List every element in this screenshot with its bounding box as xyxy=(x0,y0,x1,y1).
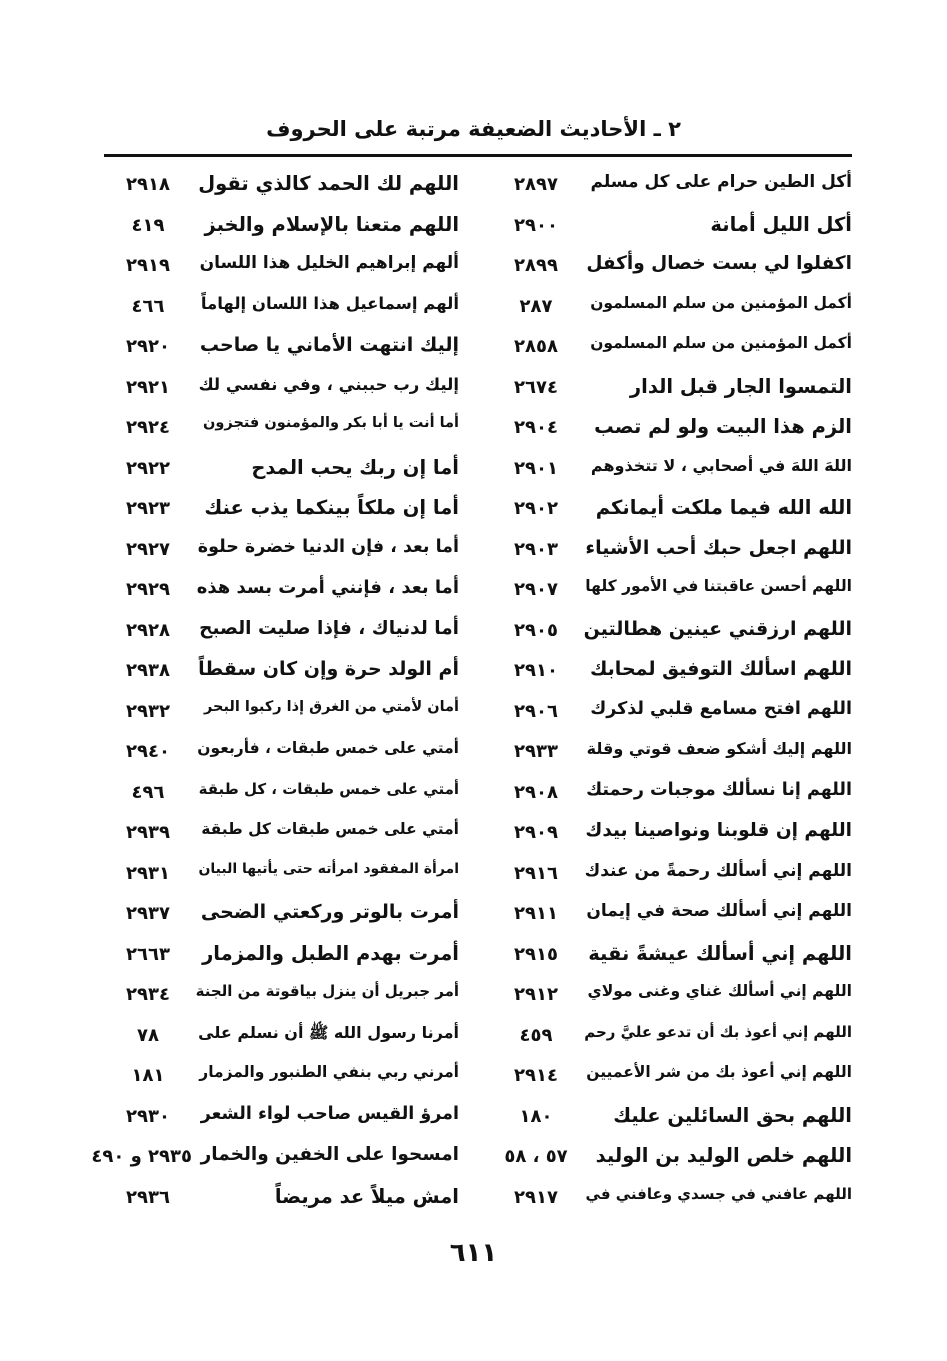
index-entry xyxy=(492,976,852,1017)
hadith-incipit: اللهم اسألك التوفيق لمحابك xyxy=(589,658,852,680)
index-entry xyxy=(104,1057,459,1098)
hadith-incipit: اللهم اجعل حبك أحب الأشياء xyxy=(585,536,852,559)
hadith-number: ٢٨٥٨ xyxy=(514,336,558,357)
index-entry xyxy=(104,531,459,572)
hadith-number: ٢٨٧ xyxy=(519,295,553,317)
hadith-number: ٢٩٢٢ xyxy=(126,457,170,479)
hadith-number: ٤٩٦ xyxy=(131,781,165,803)
hadith-incipit: أمرت بهدم الطبل والمزمار xyxy=(202,941,459,965)
hadith-number: ٢٩٣٩ xyxy=(126,822,170,843)
hadith-incipit: إليك رب حببني ، وفي نفسي لك xyxy=(198,374,459,394)
hadith-number: ٥٧ ، ٥٨ xyxy=(504,1146,568,1167)
index-entry xyxy=(104,733,459,774)
hadith-number: ٢٩٢٨ xyxy=(126,619,170,641)
hadith-number: ٢٩٠٣ xyxy=(514,538,558,560)
index-entry xyxy=(492,409,852,450)
hadith-incipit: أكل الطين حرام على كل مسلم xyxy=(590,172,852,192)
hadith-incipit: الله الله فيما ملكت أيمانكم xyxy=(595,496,852,519)
hadith-number: ٢٩١٠ xyxy=(514,660,558,681)
index-entry xyxy=(104,166,459,207)
hadith-incipit: امرؤ القيس صاحب لواء الشعر xyxy=(200,1103,459,1124)
hadith-number: ٢٨٩٩ xyxy=(514,255,558,276)
index-entry xyxy=(104,369,459,410)
hadith-incipit: أكمل المؤمنين من سلم المسلمون xyxy=(590,293,852,312)
hadith-incipit: اللهم إنا نسألك موجبات رحمتك xyxy=(586,779,852,800)
index-entry xyxy=(492,1138,852,1179)
hadith-incipit: اكفلوا لي بست خصال وأكفل xyxy=(586,253,852,274)
hadith-incipit: اللهم إني أعوذ بك أن تدعو عليَّ رحم xyxy=(584,1022,852,1041)
hadith-number: ٢٩٠٨ xyxy=(514,781,558,803)
page-number: ٦١١ xyxy=(449,1238,498,1268)
hadith-number: ٤٥٩ xyxy=(519,1024,553,1046)
hadith-incipit: أما إن ملكاً بينكما يذب عنك xyxy=(204,496,459,519)
hadith-incipit: اللهم خلص الوليد بن الوليد xyxy=(595,1144,852,1167)
index-entry xyxy=(492,652,852,693)
index-entry xyxy=(91,1138,459,1179)
index-entry xyxy=(104,207,459,248)
hadith-number: ٢٨٩٧ xyxy=(514,174,558,195)
hadith-number: ٢٩٢٤ xyxy=(126,417,170,438)
hadith-incipit: الزم هذا البيت ولو لم تصب xyxy=(594,415,852,438)
index-entry xyxy=(104,1017,459,1058)
index-entry xyxy=(104,612,459,653)
index-entry xyxy=(492,693,852,734)
hadith-number: ٢٩٣٨ xyxy=(126,660,170,681)
hadith-number: ٢٩٤٠ xyxy=(126,741,170,762)
hadith-number: ٢٩٢٩ xyxy=(126,579,170,600)
index-entry xyxy=(492,288,852,329)
hadith-number: ٢٩٢٣ xyxy=(126,498,170,519)
hadith-incipit: التمسوا الجار قبل الدار xyxy=(629,374,852,398)
hadith-number: ٢٩١٢ xyxy=(514,984,558,1005)
hadith-number: ٢٩٠٤ xyxy=(514,417,558,438)
hadith-incipit: أكمل المؤمنين من سلم المسلمون xyxy=(590,334,852,352)
index-entry xyxy=(104,976,459,1017)
hadith-number: ٢٩٣١ xyxy=(126,862,170,884)
hadith-number: ٢٩٣٠ xyxy=(126,1105,170,1127)
hadith-incipit: اللهم لك الحمد كالذي تقول xyxy=(198,172,459,195)
index-entry xyxy=(492,531,852,572)
index-entry xyxy=(104,855,459,896)
index-entry xyxy=(492,1098,852,1139)
hadith-incipit: أمان لأمتي من الغرق إذا ركبوا البحر xyxy=(204,698,459,715)
hadith-number: ٤٦٦ xyxy=(131,295,165,317)
index-entry xyxy=(104,1098,459,1139)
index-entry xyxy=(492,450,852,491)
index-entry xyxy=(492,247,852,288)
hadith-number: ٢٩٠٠ xyxy=(514,214,558,236)
hadith-incipit: أمتي على خمس طبقات ، فأربعون xyxy=(197,739,459,757)
hadith-incipit: ألهم إسماعيل هذا اللسان إلهاماً xyxy=(200,293,459,313)
hadith-number: ٢٩٣٦ xyxy=(126,1186,170,1208)
index-column-left xyxy=(91,166,459,1219)
index-entry xyxy=(492,207,852,248)
index-entry xyxy=(492,936,852,977)
hadith-incipit: أمرت بالوتر وركعتي الضحى xyxy=(200,901,459,923)
hadith-incipit: أما لدنياك ، فإذا صليت الصبح xyxy=(199,617,459,639)
hadith-incipit: اللهم بحق السائلين عليك xyxy=(613,1103,852,1127)
hadith-incipit: ألهم إبراهيم الخليل هذا اللسان xyxy=(199,253,459,273)
hadith-number: ٢٦٦٣ xyxy=(126,943,170,965)
hadith-incipit: اللهم إني أسألك عيشةً نقية xyxy=(588,941,852,965)
hadith-incipit: أما أنت يا أبا بكر والمؤمنون فتجزون xyxy=(203,415,459,431)
hadith-incipit: اللهم إليك أشكو ضعف قوتي وقلة xyxy=(586,739,852,758)
index-entry xyxy=(104,247,459,288)
index-entry xyxy=(492,855,852,896)
hadith-number: ٢٩١٨ xyxy=(126,174,170,195)
hadith-incipit: أمتي على خمس طبقات ، كل طبقة xyxy=(198,779,459,798)
hadith-incipit: اللهم ارزقني عينين هطالتين xyxy=(583,617,852,640)
hadith-number: ١٨١ xyxy=(131,1065,165,1086)
hadith-incipit: أما بعد ، فإن الدنيا خضرة حلوة xyxy=(197,536,459,557)
index-entry xyxy=(492,895,852,936)
index-entry xyxy=(492,571,852,612)
hadith-number: ٢٩٣٣ xyxy=(514,741,558,762)
hadith-number: ٤١٩ xyxy=(131,214,165,236)
hadith-number: ٢٩٠٢ xyxy=(514,498,558,519)
index-entry xyxy=(104,288,459,329)
index-entry xyxy=(104,936,459,977)
hadith-number: ٢٩١١ xyxy=(514,903,558,924)
hadith-incipit: اللهم متعنا بالإسلام والخبز xyxy=(204,212,459,236)
hadith-incipit: اللهم افتح مسامع قلبي لذكرك xyxy=(590,698,852,719)
index-entry xyxy=(492,733,852,774)
index-entry xyxy=(492,774,852,815)
hadith-incipit: إليك انتهت الأماني يا صاحب xyxy=(199,334,459,356)
index-column-right xyxy=(492,166,852,1219)
index-entry xyxy=(104,450,459,491)
hadith-number: ٢٩٠٩ xyxy=(514,822,558,843)
hadith-number: ٢٩٣٤ xyxy=(126,984,170,1005)
index-entry xyxy=(492,1057,852,1098)
hadith-number: ٢٩٣٢ xyxy=(126,700,170,722)
hadith-number: ١٨٠ xyxy=(519,1105,553,1127)
hadith-number: ٢٩١٩ xyxy=(126,255,170,276)
index-entry xyxy=(492,328,852,369)
index-entry xyxy=(492,490,852,531)
hadith-number: ٢٩٠٥ xyxy=(514,619,558,641)
hadith-incipit: أمتي على خمس طبقات كل طبقة xyxy=(201,820,459,838)
hadith-number: ٢٩٠٦ xyxy=(514,700,558,722)
hadith-incipit: اللهم عافني في جسدي وعافني في xyxy=(585,1184,852,1203)
hadith-incipit: أكل الليل أمانة xyxy=(710,212,852,236)
index-entry xyxy=(104,895,459,936)
hadith-incipit: اللهم إن قلوبنا ونواصينا بيدك xyxy=(585,820,852,841)
index-entry xyxy=(104,774,459,815)
index-entry xyxy=(492,1017,852,1058)
hadith-incipit: أمرني ربي بنفي الطنبور والمزمار xyxy=(199,1063,459,1081)
index-entry xyxy=(104,693,459,734)
hadith-number: ٢٩١٤ xyxy=(514,1065,558,1086)
hadith-incipit: امسحوا على الخفين والخمار xyxy=(200,1144,459,1165)
index-entry xyxy=(492,612,852,653)
hadith-number: ٢٩٠٧ xyxy=(514,579,558,600)
index-entry xyxy=(492,166,852,207)
index-entry xyxy=(492,814,852,855)
hadith-incipit: امش ميلاً عد مريضاً xyxy=(274,1184,459,1208)
hadith-number: ٢٩٣٧ xyxy=(126,903,170,924)
index-entry xyxy=(492,369,852,410)
hadith-number: ٢٩٠١ xyxy=(514,457,558,479)
hadith-incipit: اللهم إني أسألك صحة في إيمان xyxy=(586,901,852,921)
hadith-number: ٢٩١٥ xyxy=(514,943,558,965)
hadith-number: ٢٦٧٤ xyxy=(514,376,558,398)
hadith-incipit: اللهَ اللهَ في أصحابي ، لا تتخذوهم xyxy=(590,455,852,475)
hadith-number: ٢٩١٦ xyxy=(514,862,558,884)
header-rule xyxy=(104,154,852,157)
index-entry xyxy=(104,490,459,531)
index-entry xyxy=(104,1179,459,1220)
hadith-incipit: اللهم أحسن عاقبتنا في الأمور كلها xyxy=(585,577,852,595)
hadith-incipit: أم الولد حرة وإن كان سقطاً xyxy=(198,658,459,680)
hadith-number: ٢٩٢٠ xyxy=(126,336,170,357)
hadith-number: ٧٨ xyxy=(137,1024,159,1046)
hadith-incipit: اللهم إني أسألك رحمةً من عندك xyxy=(584,860,852,881)
index-entry xyxy=(104,328,459,369)
hadith-incipit: أما إن ربك يحب المدح xyxy=(251,455,459,479)
index-entry xyxy=(104,652,459,693)
hadith-number: ٢٩٣٥ و ٤٩٠ xyxy=(91,1146,192,1167)
index-entry xyxy=(104,571,459,612)
hadith-incipit: أمر جبريل أن ينزل بياقوتة من الجنة xyxy=(195,982,459,1000)
hadith-number: ٢٩١٧ xyxy=(514,1186,558,1208)
hadith-incipit: امرأة المفقود امرأته حتى يأتيها البيان xyxy=(198,860,459,877)
hadith-number: ٢٩٢٧ xyxy=(126,538,170,560)
hadith-incipit: اللهم إني أسألك غناي وغنى مولاي xyxy=(587,982,852,1000)
page-header: ٢ ـ الأحاديث الضعيفة مرتبة على الحروف xyxy=(266,117,681,141)
index-entry xyxy=(104,814,459,855)
hadith-incipit: أمرنا رسول الله ﷺ أن نسلم على xyxy=(198,1022,459,1042)
index-entry xyxy=(492,1179,852,1220)
hadith-incipit: اللهم إني أعوذ بك من شر الأعميين xyxy=(586,1063,852,1081)
index-entry xyxy=(104,409,459,450)
hadith-number: ٢٩٢١ xyxy=(126,376,170,398)
hadith-incipit: أما بعد ، فإنني أمرت بسد هذه xyxy=(196,577,459,598)
